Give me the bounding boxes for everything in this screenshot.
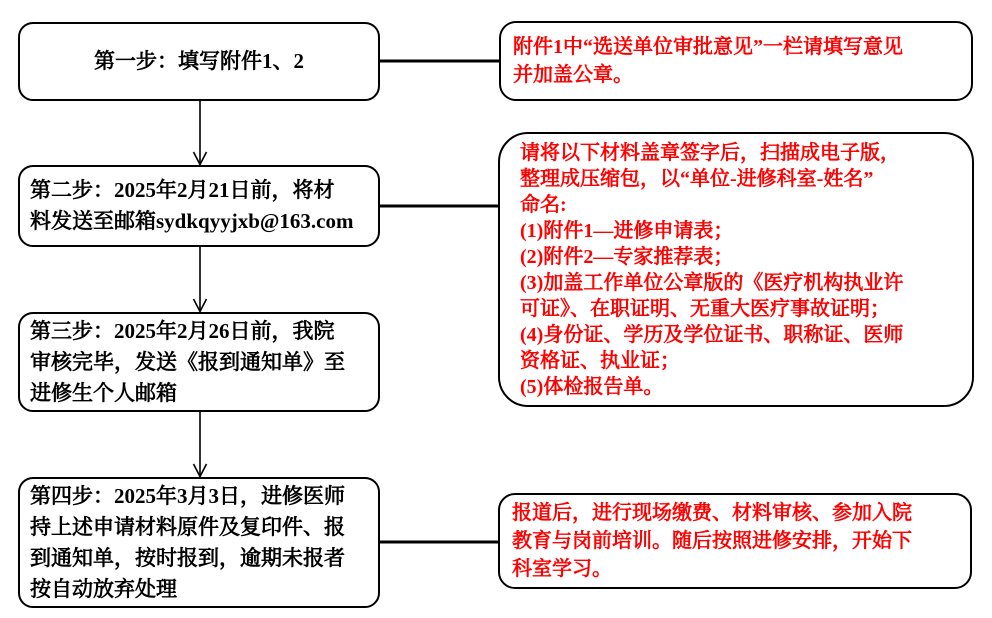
step-box-1 (18, 22, 380, 101)
step-3-text-line: 进修生个人邮箱 (30, 380, 177, 405)
note-3-text-line: 报道后，进行现场缴费、材料审核、参加入院 (512, 502, 912, 524)
note-2-text-line: (1)附件1—进修申请表； (520, 219, 734, 242)
step-2-text-line: 料发送至邮箱sydkqyyjxb@163.com (30, 209, 354, 233)
step-3-text-line: 审核完毕，发送《报到通知单》至 (30, 349, 345, 374)
note-2-text-line: 可证》、在职证明、无重大医疗事故证明； (520, 297, 890, 320)
note-2-text-line: 请将以下材料盖章签字后，扫描成电子版， (520, 141, 900, 164)
note-2-text-line: (4)身份证、学历及学位证书、职称证、医师 (520, 323, 904, 346)
step-box-4 (18, 477, 380, 608)
step-4-text-line: 持上述申请材料原件及复印件、报 (30, 514, 345, 539)
step-1-text: 第一步：填写附件1、2 (94, 49, 304, 73)
step-3-text-line: 第三步：2025年2月26日前，我院 (30, 318, 335, 343)
step-2-text-line: 第二步：2025年2月21日前，将材 (30, 178, 335, 202)
note-2-text-line: 资格证、执业证； (520, 349, 680, 372)
note-2-text-line: (5)体检报告单。 (520, 375, 664, 398)
note-3-text-line: 科室学习。 (512, 558, 612, 580)
note-2-text-line: (2)附件2—专家推荐表； (520, 245, 734, 268)
step-4-text-line: 到通知单，按时报到，逾期未报者 (30, 545, 345, 570)
note-1-text-line: 附件1中“选送单位审批意见”一栏请填写意见 (513, 36, 903, 58)
note-box-1 (499, 21, 973, 101)
step-box-2 (18, 165, 380, 247)
step-4-text-line: 按自动放弃处理 (30, 576, 177, 601)
note-2-text-line: (3)加盖工作单位公章版的《医疗机构执业许 (520, 271, 904, 294)
note-box-2 (498, 132, 974, 407)
note-2-text-line: 命名: (520, 193, 567, 216)
note-box-3 (498, 493, 972, 589)
step-4-text-line: 第四步：2025年3月3日，进修医师 (30, 483, 345, 508)
step-box-3 (18, 312, 380, 412)
note-1-text-line: 并加盖公章。 (513, 64, 633, 86)
note-3-text-line: 教育与岗前培训。随后按照进修安排，开始下 (512, 530, 912, 552)
note-2-text-line: 整理成压缩包，以“单位-进修科室-姓名” (520, 167, 874, 190)
